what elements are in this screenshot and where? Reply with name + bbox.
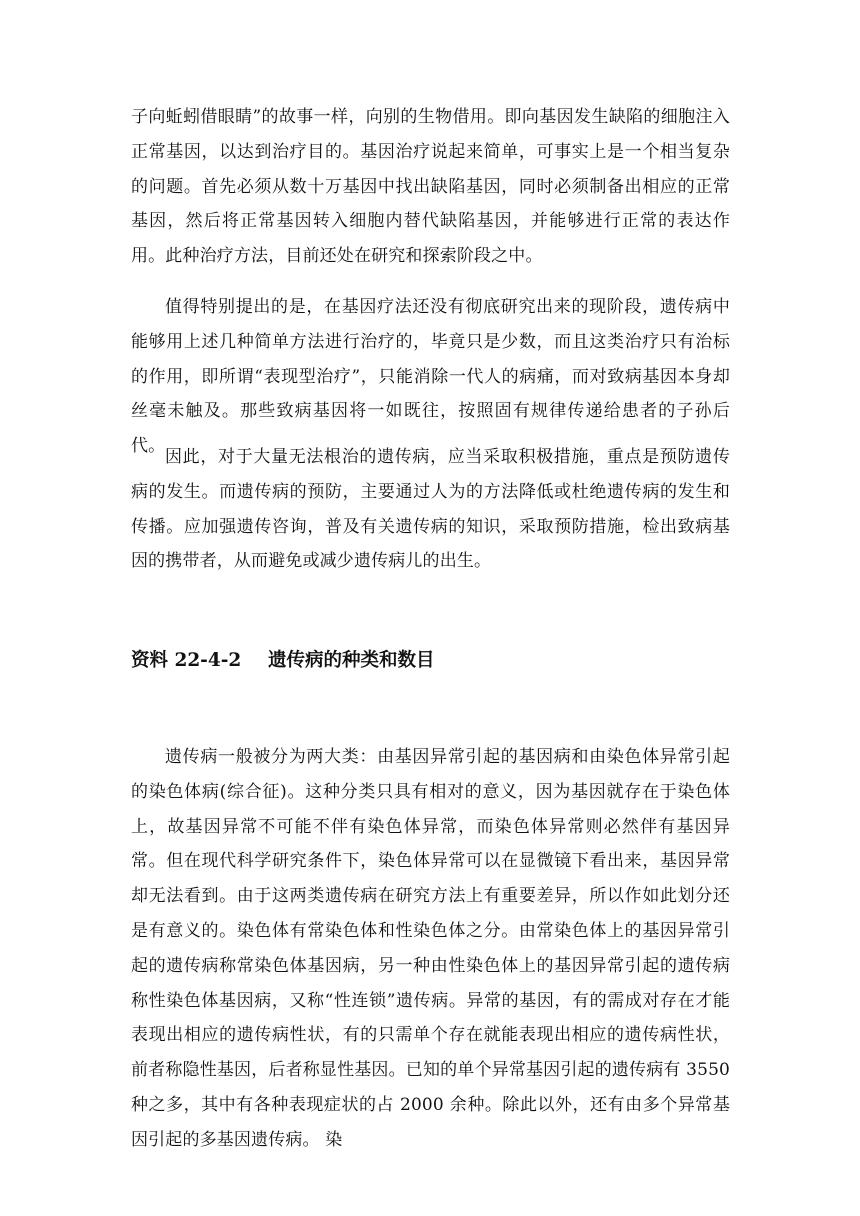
- section-heading: [131, 646, 435, 672]
- section-number: 资料 22-4-2: [131, 650, 242, 671]
- paragraph-gene-therapy: 子向蚯蚓借眼睛”的故事一样，向别的生物借用。即向基因发生缺陷的细胞注入正常基因，以达到治疗目的。基因治疗说起来简单，可事实上是一个相当复杂的问题。首先必须从数十万基因中找出缺陷基因，同时必须制备出相应的正常基因，然后将正常基因转入细胞内替代缺陷基因，并能够进行正常的表达作用。此种治疗方法，目前还处在研究和探索阶段之中。: [131, 107, 730, 267]
- paragraph-prevention: 因此，对于大量无法根治的遗传病，应当采取积极措施，重点是预防遗传病的发生。而遗传病的预防，主要通过人为的方法降低或杜绝遗传病的发生和传播。应加强遗传咨询，普及有关遗传病的知识，采取预防措施，检出致病基因的携带者，从而避免或减少遗传病儿的出生。: [131, 447, 730, 572]
- section-title: 遗传病的种类和数目: [268, 650, 435, 671]
- paragraph-disease-types: 遗传病一般被分为两大类：由基因异常引起的基因病和由染色体异常引起的染色体病(综合征)。这种分类只具有相对的意义，因为基因就存在于染色体上，故基因异常不可能不伴有染色体异常，而染色体异常则必然伴有基因异常。但在现代科学研究条件下，染色体异常可以在显微镜下看出来，基因异常却无法看到。由于这两类遗传病在研究方法上有重要差异，所以作如此划分还是有意义的。染色体有常染色体和性染色体之分。由常染色体上的基因异常引起的遗传病称常染色体基因病，另一种由性染色体上的基因异常引起的遗传病称性染色体基因病，又称“性连锁”遗传病。异常的基因，有的需成对存在才能表现出相应的遗传病性状，有的只需单个存在就能表现出相应的遗传病性状，前者称隐性基因，后者称显性基因。已知的单个异常基因引起的遗传病有 3550 种之多，其中有各种表现症状的占 2000 余种。除此以外，还有由多个异常基因引起的多基因遗传病。 染: [131, 747, 730, 1150]
- paragraph-phenotype-treatment: 值得特别提出的是，在基因疗法还没有彻底研究出来的现阶段，遗传病中能够用上述几种简单方法进行治疗的，毕竟只是少数，而且这类治疗只有治标的作用，即所谓“表现型治疗”，只能消除一代人的病痛，而对致病基因本身却丝毫未触及。那些致病基因将一如既往，按照固有规律传递给患者的子孙后代。: [131, 297, 730, 457]
